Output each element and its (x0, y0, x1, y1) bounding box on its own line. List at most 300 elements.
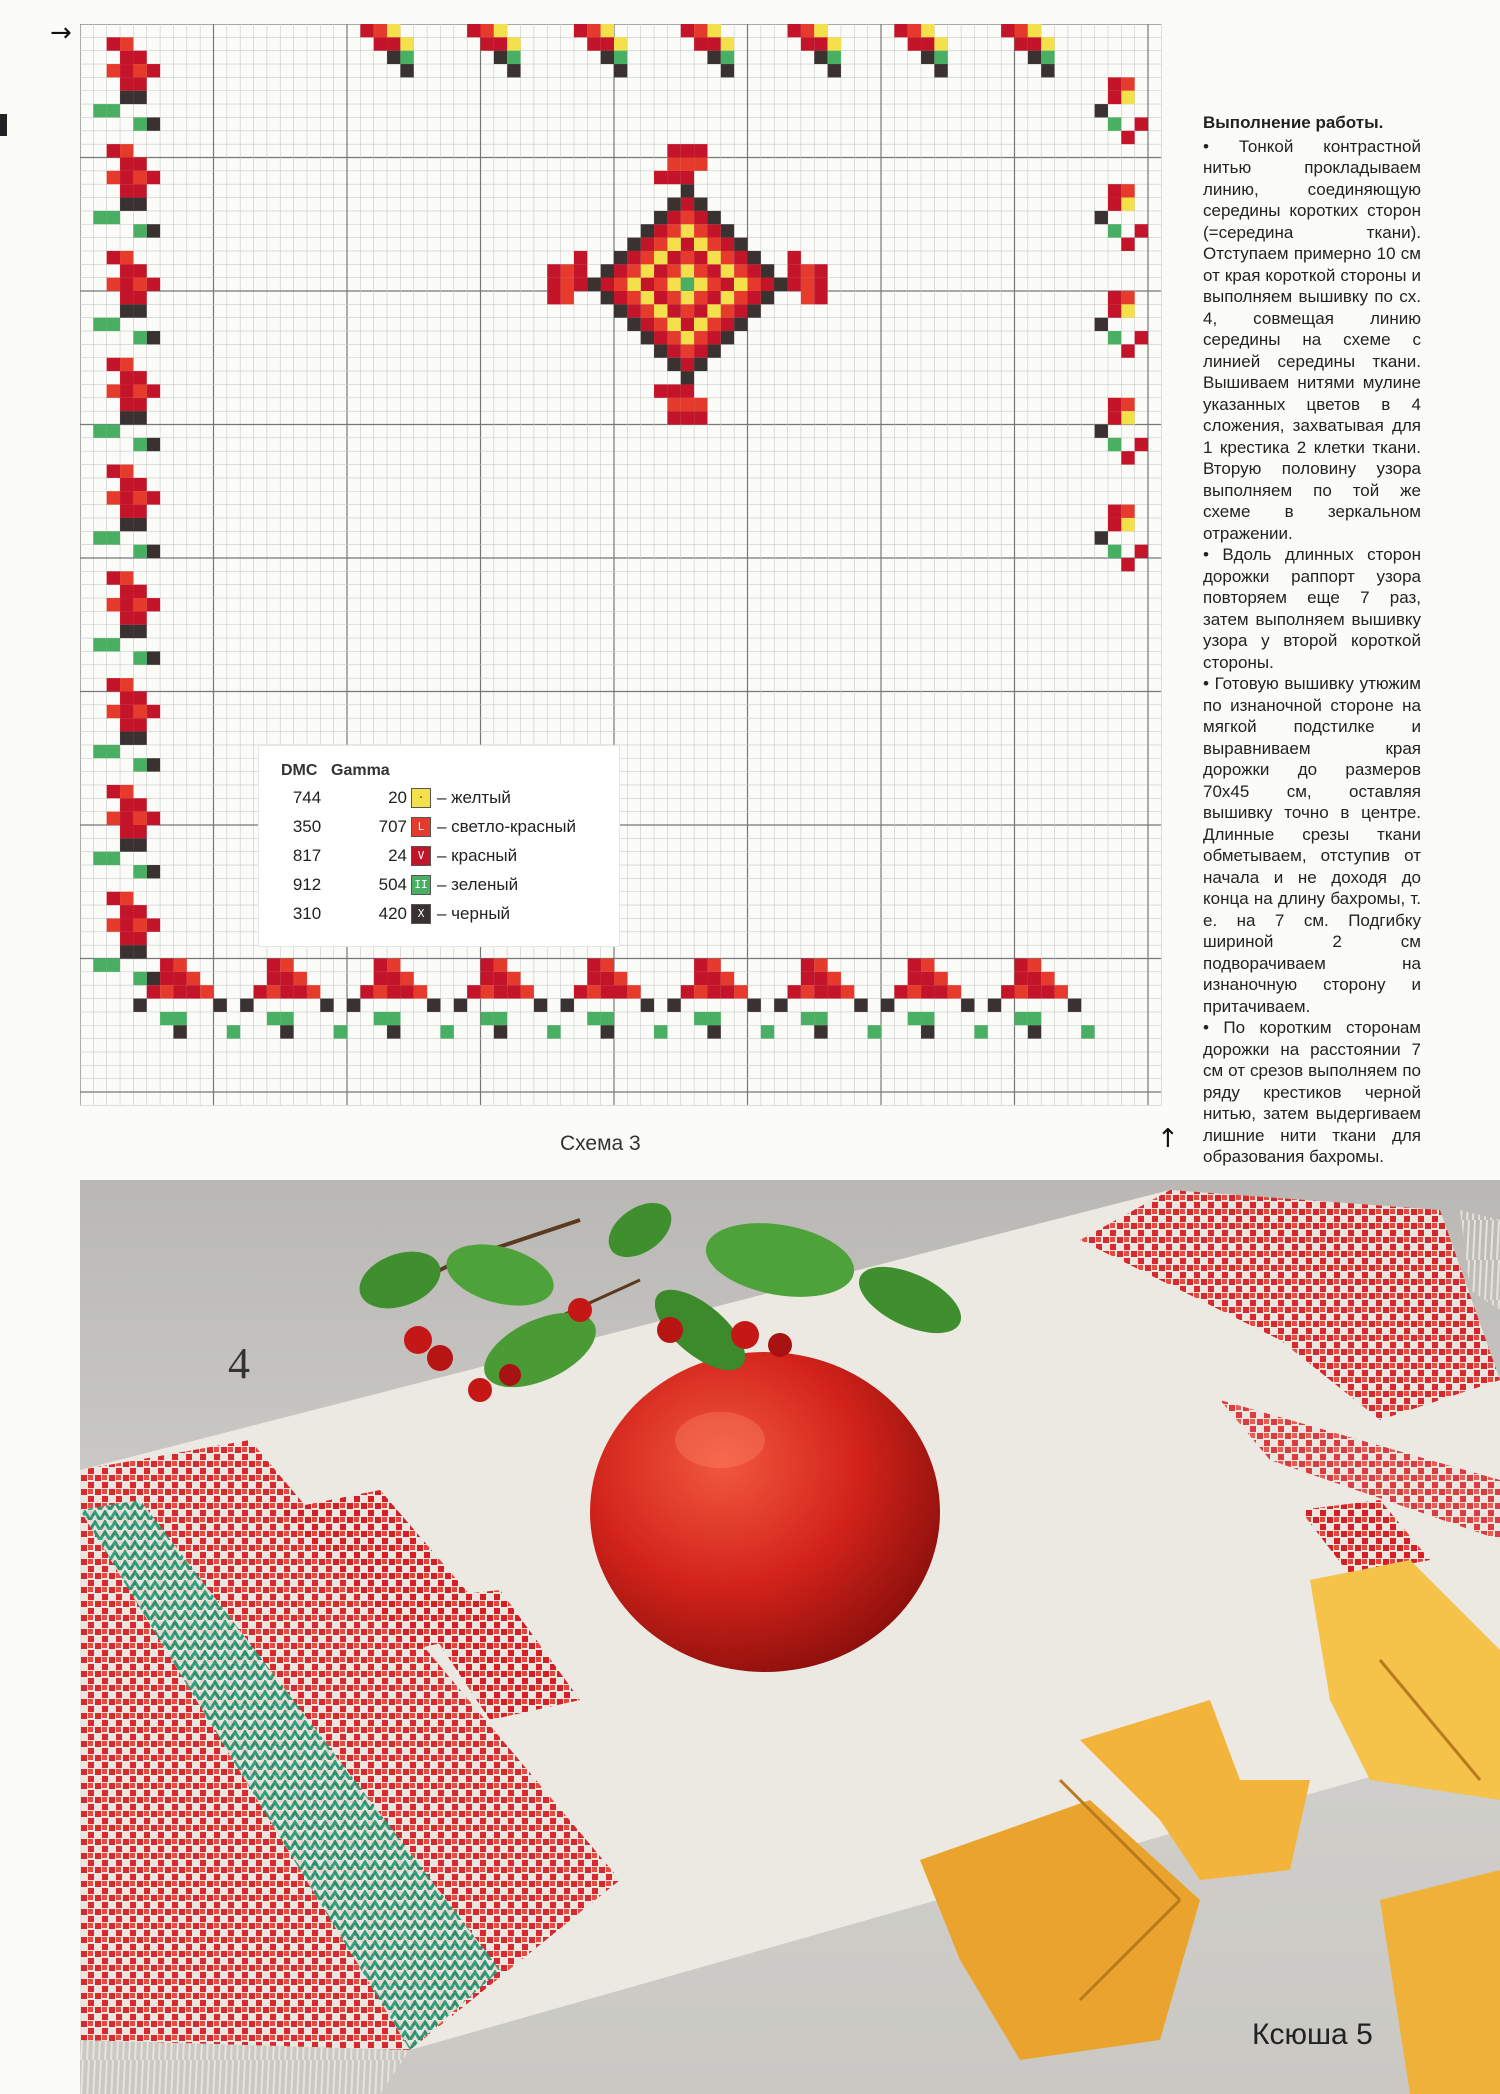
stitch-red (374, 959, 387, 972)
stitch-lred (694, 331, 707, 344)
stitch-blk (147, 117, 160, 130)
stitch-lred (801, 24, 814, 37)
stitch-red (494, 985, 507, 998)
stitch-blk (707, 344, 720, 357)
stitch-lred (627, 985, 640, 998)
stitch-grn (587, 1012, 600, 1025)
stitch-lred (681, 251, 694, 264)
stitch-blk (694, 198, 707, 211)
stitch-grn (1041, 51, 1054, 64)
stitch-lred (107, 918, 120, 931)
legend-gamma: 20 (388, 788, 407, 807)
stitch-blk (133, 732, 146, 745)
stitch-blk (627, 318, 640, 331)
stitch-lred (173, 959, 186, 972)
stitch-red (160, 959, 173, 972)
stitch-blk (601, 264, 614, 277)
stitch-red (667, 304, 680, 317)
stitch-blk (120, 91, 133, 104)
stitch-red (133, 825, 146, 838)
stitch-red (681, 318, 694, 331)
legend-color-name: – зеленый (437, 875, 519, 894)
stitch-red (1108, 518, 1121, 531)
stitch-red (173, 985, 186, 998)
stitch-blk (120, 304, 133, 317)
stitch-red (788, 251, 801, 264)
stitch-lred (707, 959, 720, 972)
stitch-red (120, 825, 133, 838)
stitch-red (1108, 198, 1121, 211)
stitch-yel (1041, 37, 1054, 50)
stitch-blk (667, 999, 680, 1012)
stitch-red (1108, 304, 1121, 317)
stitch-red (120, 291, 133, 304)
stitch-blk (814, 1025, 827, 1038)
stitch-red (494, 37, 507, 50)
stitch-grn (227, 1025, 240, 1038)
stitch-red (267, 959, 280, 972)
stitch-yel (641, 291, 654, 304)
stitch-lred (721, 251, 734, 264)
stitch-lred (654, 278, 667, 291)
stitch-grn (93, 852, 106, 865)
stitch-grn (601, 1012, 614, 1025)
stitch-red (133, 184, 146, 197)
stitch-red (681, 985, 694, 998)
stitch-lred (267, 985, 280, 998)
stitch-red (133, 291, 146, 304)
stitch-grn (173, 1012, 186, 1025)
stitch-red (694, 144, 707, 157)
stitch-red (133, 51, 146, 64)
legend-row (259, 784, 619, 812)
stitch-lred (667, 331, 680, 344)
stitch-red (1041, 985, 1054, 998)
stitch-red (107, 37, 120, 50)
stitch-red (187, 985, 200, 998)
stitch-lred (948, 985, 961, 998)
stitch-lred (694, 291, 707, 304)
stitch-red (934, 985, 947, 998)
stitch-red (587, 959, 600, 972)
stitch-red (681, 411, 694, 424)
stitch-blk (601, 51, 614, 64)
stitch-red (921, 985, 934, 998)
stitch-grn (934, 51, 947, 64)
stitch-lred (667, 291, 680, 304)
stitch-red (694, 251, 707, 264)
stitch-yel (1121, 304, 1134, 317)
stitch-red (147, 812, 160, 825)
stitch-red (574, 278, 587, 291)
stitch-red (814, 291, 827, 304)
stitch-grn (133, 865, 146, 878)
stitch-red (120, 384, 133, 397)
stitch-red (133, 692, 146, 705)
stitch-grn (133, 224, 146, 237)
stitch-red (654, 384, 667, 397)
stitch-blk (828, 64, 841, 77)
stitch-lred (934, 972, 947, 985)
stitch-red (147, 491, 160, 504)
stitch-red (147, 985, 160, 998)
stitch-red (120, 158, 133, 171)
stitch-red (694, 411, 707, 424)
stitch-red (147, 171, 160, 184)
stitch-grn (267, 1012, 280, 1025)
stitch-grn (133, 545, 146, 558)
stitch-red (894, 24, 907, 37)
stitch-grn (721, 51, 734, 64)
stitch-lred (107, 705, 120, 718)
stitch-red (147, 598, 160, 611)
stitch-grn (133, 438, 146, 451)
stitch-red (133, 505, 146, 518)
stitch-yel (667, 238, 680, 251)
stitch-blk (507, 64, 520, 77)
stitch-lred (1041, 972, 1054, 985)
stitch-lred (494, 959, 507, 972)
stitch-lred (133, 171, 146, 184)
stitch-lred (307, 985, 320, 998)
stitch-blk (961, 999, 974, 1012)
stitch-lred (133, 812, 146, 825)
stitch-yel (921, 24, 934, 37)
stitch-lred (481, 985, 494, 998)
stitch-lred (614, 278, 627, 291)
stitch-red (908, 959, 921, 972)
legend-dmc: 744 (292, 788, 322, 807)
stitch-grn (133, 331, 146, 344)
stitch-yel (654, 304, 667, 317)
stitch-red (601, 37, 614, 50)
stitch-lred (120, 37, 133, 50)
stitch-red (921, 37, 934, 50)
stitch-lred (801, 278, 814, 291)
stitch-yel (627, 278, 640, 291)
stitch-grn (481, 1012, 494, 1025)
stitch-red (1108, 291, 1121, 304)
stitch-lred (681, 158, 694, 171)
stitch-red (667, 411, 680, 424)
stitch-grn (761, 1025, 774, 1038)
stitch-lred (1121, 184, 1134, 197)
stitch-blk (614, 64, 627, 77)
stitch-grn (280, 1012, 293, 1025)
stitch-blk (748, 999, 761, 1012)
stitch-lred (707, 238, 720, 251)
stitch-red (694, 344, 707, 357)
stitch-red (107, 892, 120, 905)
stitch-lred (107, 384, 120, 397)
stitch-grn (93, 425, 106, 438)
stitch-blk (133, 518, 146, 531)
legend-row (259, 900, 619, 928)
stitch-blk (694, 358, 707, 371)
stitch-red (574, 264, 587, 277)
stitch-yel (681, 224, 694, 237)
stitch-blk (387, 51, 400, 64)
stitch-red (133, 905, 146, 918)
stitch-red (667, 344, 680, 357)
stitch-blk (667, 198, 680, 211)
stitch-lred (120, 571, 133, 584)
stitch-red (681, 198, 694, 211)
stitch-yel (1121, 198, 1134, 211)
stitch-lred (107, 278, 120, 291)
stitch-grn (974, 1025, 987, 1038)
stitch-red (681, 144, 694, 157)
stitch-red (828, 985, 841, 998)
stitch-blk (921, 51, 934, 64)
stitch-red (667, 144, 680, 157)
stitch-red (374, 972, 387, 985)
stitch-grn (334, 1025, 347, 1038)
stitch-lred (133, 598, 146, 611)
legend-header-gamma: Gamma (331, 762, 390, 779)
stitch-lred (1121, 291, 1134, 304)
stitch-red (133, 611, 146, 624)
stitch-red (387, 972, 400, 985)
stitch-grn (93, 211, 106, 224)
legend-gamma: 504 (378, 875, 407, 894)
stitch-red (614, 985, 627, 998)
stitch-red (748, 264, 761, 277)
stitch-grn (440, 1025, 453, 1038)
stitch-lred (654, 238, 667, 251)
stitch-yel (721, 264, 734, 277)
stitch-red (133, 718, 146, 731)
stitch-blk (707, 51, 720, 64)
stitch-red (654, 264, 667, 277)
stitch-red (133, 478, 146, 491)
stitch-blk (748, 304, 761, 317)
stitch-red (1015, 37, 1028, 50)
stitch-grn (107, 104, 120, 117)
stitch-grn (868, 1025, 881, 1038)
stitch-grn (1028, 1012, 1041, 1025)
stitch-red (641, 278, 654, 291)
stitch-red (1001, 24, 1014, 37)
stitch-red (707, 985, 720, 998)
stitch-red (788, 264, 801, 277)
stitch-lred (160, 985, 173, 998)
stitch-blk (120, 198, 133, 211)
stitch-blk (707, 211, 720, 224)
stitch-blk (934, 64, 947, 77)
stitch-grn (1108, 545, 1121, 558)
stitch-blk (707, 1025, 720, 1038)
stitch-lred (801, 291, 814, 304)
stitch-grn (93, 638, 106, 651)
stitch-red (147, 384, 160, 397)
stitch-lred (133, 491, 146, 504)
stitch-blk (133, 625, 146, 638)
stitch-grn (921, 1012, 934, 1025)
stitch-grn (1081, 1025, 1094, 1038)
stitch-blk (494, 51, 507, 64)
stitch-blk (641, 999, 654, 1012)
page-footer: Ксюша 5 (1252, 2018, 1373, 2051)
stitch-grn (107, 531, 120, 544)
stitch-lred (107, 812, 120, 825)
stitch-lred (1055, 985, 1068, 998)
stitch-lred (294, 972, 307, 985)
stitch-red (107, 358, 120, 371)
legend-row (259, 842, 619, 870)
stitch-lred (133, 278, 146, 291)
stitch-lred (667, 264, 680, 277)
stitch-blk (120, 518, 133, 531)
stitch-lred (667, 224, 680, 237)
stitch-red (721, 985, 734, 998)
stitch-red (1015, 959, 1028, 972)
stitch-grn (374, 1012, 387, 1025)
stitch-red (654, 224, 667, 237)
stitch-grn (801, 1012, 814, 1025)
stitch-lred (133, 705, 146, 718)
stitch-lred (507, 972, 520, 985)
stitch-blk (147, 224, 160, 237)
stitch-blk (654, 344, 667, 357)
stitch-grn (133, 972, 146, 985)
color-legend (258, 745, 620, 947)
stitch-blk (120, 838, 133, 851)
stitch-grn (107, 745, 120, 758)
stitch-red (748, 291, 761, 304)
stitch-lred (120, 144, 133, 157)
stitch-red (707, 972, 720, 985)
stitch-blk (147, 758, 160, 771)
stitch-red (694, 972, 707, 985)
stitch-blk (120, 945, 133, 958)
stitch-red (1108, 398, 1121, 411)
light-red-swatch-icon: L (411, 817, 431, 837)
stitch-yel (694, 238, 707, 251)
stitch-red (107, 144, 120, 157)
instructions-paragraph: • Тонкой контрастной нитью прокладываем линию, соединяющую середины коротких сторон (=середина ткани). Отступаем примерно 10 см от края короткой стороны и выполняем вышивку по сх. 4, совмещая линию середины на схеме с линией середины ткани. Вышиваем нитями мулине указанных цветов в 4 сложения, захватывая для 1 крестика 2 клетки ткани. Вторую половину узора выполняем по той же схеме в зеркальном отражении. (1203, 136, 1421, 543)
stitch-lred (107, 171, 120, 184)
yellow-swatch-icon: · (411, 788, 431, 808)
stitch-grn (133, 651, 146, 664)
stitch-blk (1095, 211, 1108, 224)
chart-grid (80, 24, 1177, 1115)
stitch-red (654, 171, 667, 184)
stitch-red (1135, 117, 1148, 130)
stitch-grn (107, 318, 120, 331)
instructions-paragraph: • Вдоль длинных сторон дорожки раппорт узора повторяем еще 7 раз, затем выполняем вышивку узора у второй короткой стороны. (1203, 545, 1421, 672)
stitch-red (921, 972, 934, 985)
stitch-blk (641, 331, 654, 344)
stitch-red (120, 491, 133, 504)
stitch-blk (1095, 425, 1108, 438)
stitch-yel (387, 24, 400, 37)
stitch-yel (814, 24, 827, 37)
stitch-lred (694, 264, 707, 277)
stitch-lred (387, 959, 400, 972)
legend-color-name: – светло-красный (437, 817, 576, 836)
stitch-grn (160, 1012, 173, 1025)
stitch-lred (801, 264, 814, 277)
stitch-blk (133, 945, 146, 958)
stitch-red (120, 171, 133, 184)
stitch-red (467, 985, 480, 998)
stitch-blk (921, 1025, 934, 1038)
stitch-lred (374, 24, 387, 37)
stitch-red (147, 918, 160, 931)
stitch-lred (1028, 959, 1041, 972)
stitch-red (614, 264, 627, 277)
stitch-lred (414, 985, 427, 998)
stitch-red (707, 331, 720, 344)
stitch-red (1135, 331, 1148, 344)
stitch-lred (681, 398, 694, 411)
stitch-yel (694, 278, 707, 291)
stitch-blk (854, 999, 867, 1012)
stitch-red (1121, 131, 1134, 144)
stitch-red (547, 278, 560, 291)
stitch-blk (614, 251, 627, 264)
stitch-red (814, 37, 827, 50)
stitch-yel (641, 264, 654, 277)
stitch-red (267, 972, 280, 985)
stitch-blk (1028, 51, 1041, 64)
stitch-red (694, 211, 707, 224)
stitch-yel (828, 37, 841, 50)
stitch-red (681, 238, 694, 251)
stitch-grn (93, 104, 106, 117)
stitch-yel (654, 251, 667, 264)
stitch-lred (694, 24, 707, 37)
stitch-red (147, 278, 160, 291)
stitch-red (1001, 985, 1014, 998)
stitch-red (547, 291, 560, 304)
stitch-red (1135, 545, 1148, 558)
stitch-blk (133, 91, 146, 104)
stitch-red (1121, 238, 1134, 251)
stitch-red (133, 264, 146, 277)
stitch-red (694, 37, 707, 50)
stitch-blk (1095, 104, 1108, 117)
stitch-lred (627, 291, 640, 304)
stitch-grn (400, 51, 413, 64)
stitch-grn (707, 1012, 720, 1025)
work-instructions (1203, 112, 1421, 1168)
stitch-blk (147, 438, 160, 451)
stitch-blk (1095, 531, 1108, 544)
stitch-lred (801, 985, 814, 998)
stitch-lred (707, 318, 720, 331)
stitch-grn (107, 959, 120, 972)
legend-color-name: – черный (437, 904, 511, 923)
stitch-red (587, 37, 600, 50)
page-edge-mark (0, 114, 7, 136)
stitch-lred (374, 985, 387, 998)
stitch-red (120, 51, 133, 64)
stitch-red (681, 171, 694, 184)
legend-gamma: 420 (378, 904, 407, 923)
stitch-blk (133, 999, 146, 1012)
stitch-red (387, 37, 400, 50)
stitch-lred (120, 892, 133, 905)
stitch-red (788, 278, 801, 291)
stitch-red (1135, 224, 1148, 237)
stitch-red (788, 24, 801, 37)
stitch-red (133, 371, 146, 384)
stitch-red (1028, 37, 1041, 50)
stitch-yel (707, 251, 720, 264)
stitch-red (601, 985, 614, 998)
